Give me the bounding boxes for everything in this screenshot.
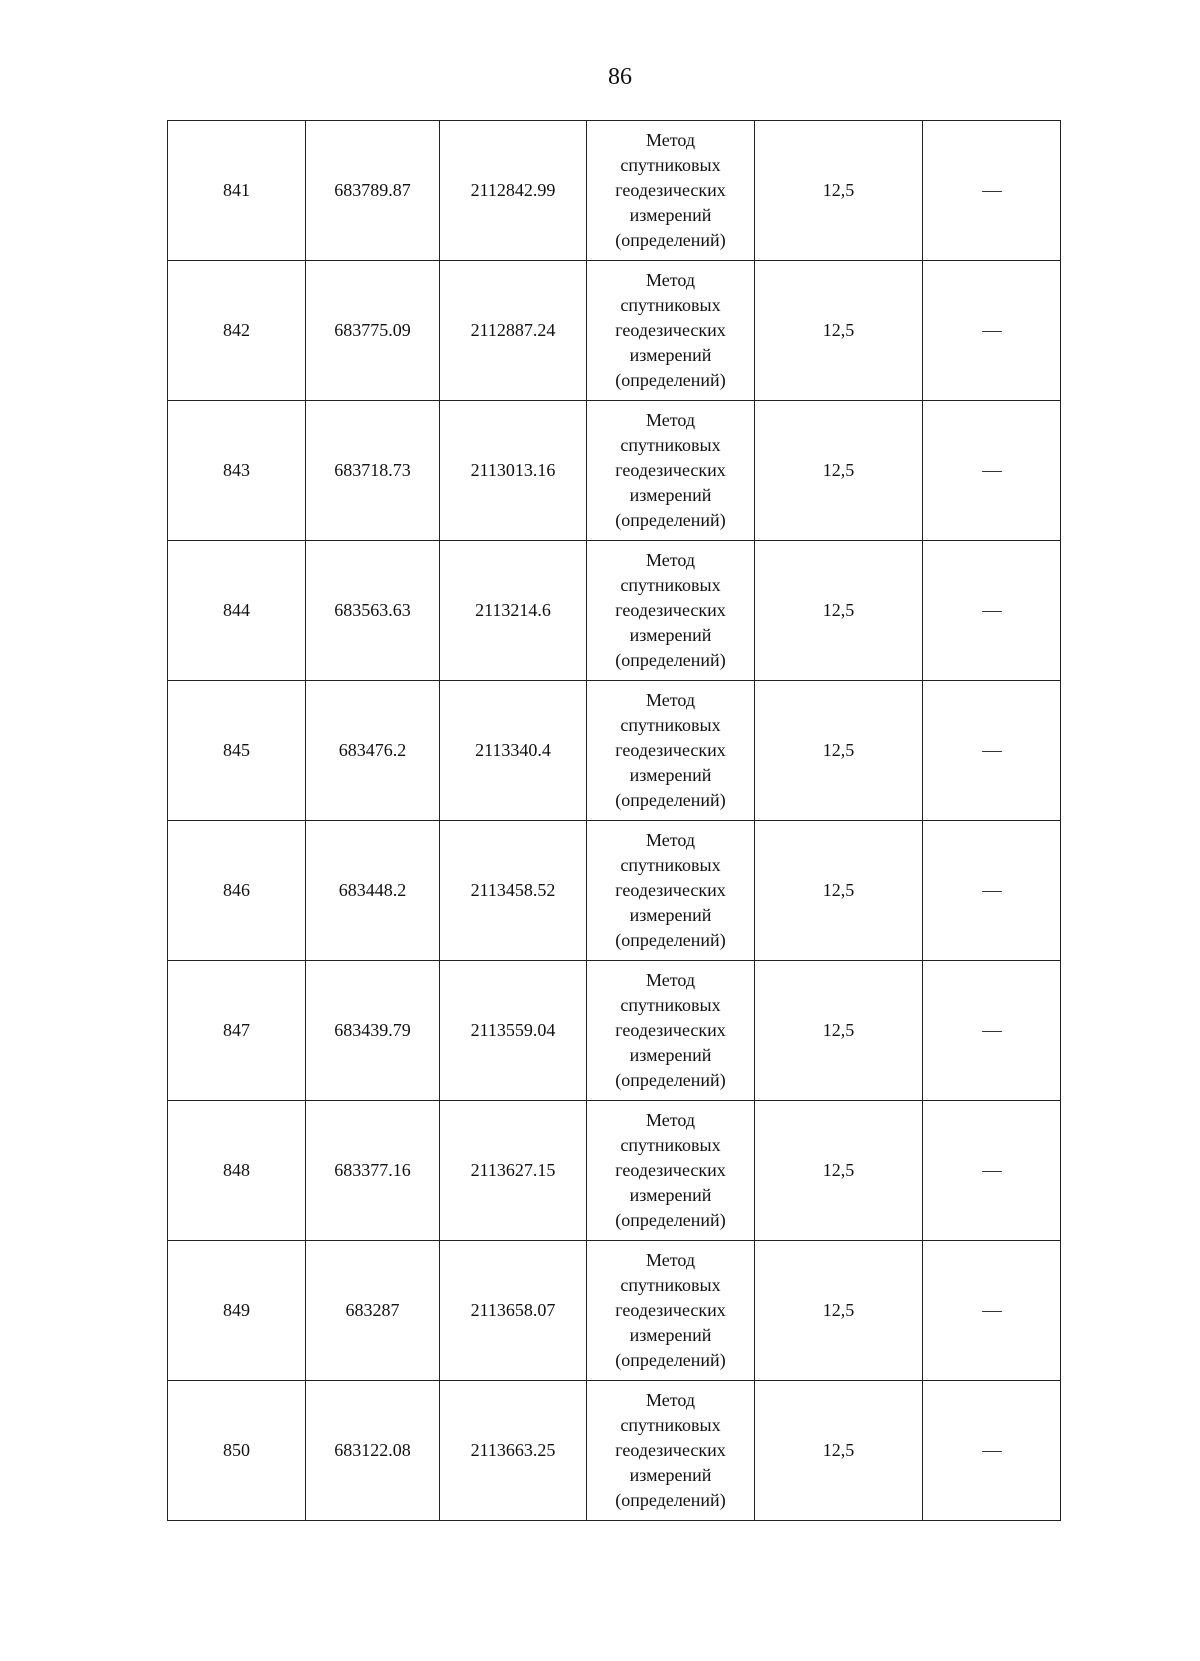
y-coordinate-cell: 2112887.24 bbox=[440, 261, 587, 401]
method-line: измерений bbox=[629, 1325, 712, 1345]
y-coordinate-cell: 2113627.15 bbox=[440, 1101, 587, 1241]
method-line: Метод bbox=[645, 1110, 696, 1130]
note-cell bbox=[923, 821, 1061, 961]
point-number-cell: 843 bbox=[168, 401, 306, 541]
method-line: (определений) bbox=[615, 790, 726, 810]
method-cell bbox=[587, 681, 755, 821]
method-line: (определений) bbox=[615, 650, 726, 670]
method-line: Метод bbox=[645, 1390, 696, 1410]
x-coordinate-cell: 683563.63 bbox=[306, 541, 440, 681]
method-line: геодезических bbox=[615, 1160, 726, 1180]
method-cell bbox=[587, 1101, 755, 1241]
note-cell bbox=[923, 401, 1061, 541]
x-coordinate-cell: 683439.79 bbox=[306, 961, 440, 1101]
method-line: спутниковых bbox=[620, 995, 721, 1015]
method-line: измерений bbox=[629, 1185, 712, 1205]
y-coordinate-cell: 2113013.16 bbox=[440, 401, 587, 541]
method-line: геодезических bbox=[615, 320, 726, 340]
method-line: геодезических bbox=[615, 1020, 726, 1040]
table-row bbox=[168, 961, 1061, 1101]
x-coordinate-cell: 683448.2 bbox=[306, 821, 440, 961]
note-cell bbox=[923, 1101, 1061, 1241]
point-number-cell: 846 bbox=[168, 821, 306, 961]
method-cell bbox=[587, 121, 755, 261]
method-line: спутниковых bbox=[620, 715, 721, 735]
method-line: (определений) bbox=[615, 230, 726, 250]
method-line: спутниковых bbox=[620, 1135, 721, 1155]
method-line: спутниковых bbox=[620, 1275, 721, 1295]
method-cell bbox=[587, 1381, 755, 1521]
table-row bbox=[168, 121, 1061, 261]
method-line: спутниковых bbox=[620, 435, 721, 455]
dash-mark bbox=[982, 331, 1002, 332]
note-cell bbox=[923, 261, 1061, 401]
x-coordinate-cell: 683122.08 bbox=[306, 1381, 440, 1521]
method-line: Метод bbox=[645, 830, 696, 850]
point-number-cell: 848 bbox=[168, 1101, 306, 1241]
table-body bbox=[168, 121, 1061, 1521]
point-number-cell: 849 bbox=[168, 1241, 306, 1381]
note-cell bbox=[923, 541, 1061, 681]
method-line: измерений bbox=[629, 205, 712, 225]
note-cell bbox=[923, 961, 1061, 1101]
note-cell bbox=[923, 681, 1061, 821]
x-coordinate-cell: 683476.2 bbox=[306, 681, 440, 821]
table-row bbox=[168, 1101, 1061, 1241]
method-line: (определений) bbox=[615, 510, 726, 530]
method-line: (определений) bbox=[615, 930, 726, 950]
table-row bbox=[168, 1241, 1061, 1381]
method-line: (определений) bbox=[615, 1210, 726, 1230]
y-coordinate-cell: 2113658.07 bbox=[440, 1241, 587, 1381]
method-line: Метод bbox=[645, 690, 696, 710]
method-line: геодезических bbox=[615, 180, 726, 200]
method-line: геодезических bbox=[615, 740, 726, 760]
table-row bbox=[168, 401, 1061, 541]
dash-mark bbox=[982, 1171, 1002, 1172]
method-line: Метод bbox=[645, 410, 696, 430]
page-number: 86 bbox=[608, 64, 632, 90]
method-line: измерений bbox=[629, 1045, 712, 1065]
method-line: геодезических bbox=[615, 460, 726, 480]
method-line: геодезических bbox=[615, 600, 726, 620]
accuracy-cell: 12,5 bbox=[755, 121, 923, 261]
accuracy-cell: 12,5 bbox=[755, 1101, 923, 1241]
point-number-cell: 841 bbox=[168, 121, 306, 261]
method-line: измерений bbox=[629, 765, 712, 785]
method-cell bbox=[587, 261, 755, 401]
x-coordinate-cell: 683377.16 bbox=[306, 1101, 440, 1241]
method-cell bbox=[587, 961, 755, 1101]
method-line: геодезических bbox=[615, 1300, 726, 1320]
method-line: спутниковых bbox=[620, 575, 721, 595]
table-row bbox=[168, 1381, 1061, 1521]
point-number-cell: 850 bbox=[168, 1381, 306, 1521]
method-line: измерений bbox=[629, 905, 712, 925]
method-line: измерений bbox=[629, 345, 712, 365]
accuracy-cell: 12,5 bbox=[755, 401, 923, 541]
note-cell bbox=[923, 121, 1061, 261]
y-coordinate-cell: 2112842.99 bbox=[440, 121, 587, 261]
y-coordinate-cell: 2113663.25 bbox=[440, 1381, 587, 1521]
accuracy-cell: 12,5 bbox=[755, 961, 923, 1101]
method-line: измерений bbox=[629, 625, 712, 645]
dash-mark bbox=[982, 471, 1002, 472]
method-cell bbox=[587, 541, 755, 681]
table-row bbox=[168, 681, 1061, 821]
method-line: (определений) bbox=[615, 1350, 726, 1370]
method-line: (определений) bbox=[615, 1070, 726, 1090]
x-coordinate-cell: 683789.87 bbox=[306, 121, 440, 261]
y-coordinate-cell: 2113458.52 bbox=[440, 821, 587, 961]
method-line: Метод bbox=[645, 130, 696, 150]
dash-mark bbox=[982, 891, 1002, 892]
accuracy-cell: 12,5 bbox=[755, 261, 923, 401]
dash-mark bbox=[982, 191, 1002, 192]
table-row bbox=[168, 261, 1061, 401]
dash-mark bbox=[982, 1031, 1002, 1032]
note-cell bbox=[923, 1241, 1061, 1381]
accuracy-cell: 12,5 bbox=[755, 681, 923, 821]
point-number-cell: 844 bbox=[168, 541, 306, 681]
y-coordinate-cell: 2113214.6 bbox=[440, 541, 587, 681]
coordinates-table bbox=[167, 120, 1061, 1521]
method-line: измерений bbox=[629, 485, 712, 505]
point-number-cell: 845 bbox=[168, 681, 306, 821]
method-line: Метод bbox=[645, 550, 696, 570]
dash-mark bbox=[982, 611, 1002, 612]
method-line: (определений) bbox=[615, 1490, 726, 1510]
accuracy-cell: 12,5 bbox=[755, 541, 923, 681]
method-line: Метод bbox=[645, 970, 696, 990]
y-coordinate-cell: 2113559.04 bbox=[440, 961, 587, 1101]
table-row bbox=[168, 821, 1061, 961]
method-cell bbox=[587, 1241, 755, 1381]
dash-mark bbox=[982, 751, 1002, 752]
method-line: геодезических bbox=[615, 1440, 726, 1460]
accuracy-cell: 12,5 bbox=[755, 1241, 923, 1381]
method-line: (определений) bbox=[615, 370, 726, 390]
method-line: измерений bbox=[629, 1465, 712, 1485]
method-line: Метод bbox=[645, 1250, 696, 1270]
note-cell bbox=[923, 1381, 1061, 1521]
method-line: спутниковых bbox=[620, 1415, 721, 1435]
x-coordinate-cell: 683718.73 bbox=[306, 401, 440, 541]
x-coordinate-cell: 683775.09 bbox=[306, 261, 440, 401]
accuracy-cell: 12,5 bbox=[755, 1381, 923, 1521]
x-coordinate-cell: 683287 bbox=[306, 1241, 440, 1381]
point-number-cell: 842 bbox=[168, 261, 306, 401]
dash-mark bbox=[982, 1311, 1002, 1312]
method-line: спутниковых bbox=[620, 295, 721, 315]
accuracy-cell: 12,5 bbox=[755, 821, 923, 961]
dash-mark bbox=[982, 1451, 1002, 1452]
y-coordinate-cell: 2113340.4 bbox=[440, 681, 587, 821]
table-row bbox=[168, 541, 1061, 681]
method-line: спутниковых bbox=[620, 155, 721, 175]
method-cell bbox=[587, 401, 755, 541]
point-number-cell: 847 bbox=[168, 961, 306, 1101]
method-line: геодезических bbox=[615, 880, 726, 900]
method-cell bbox=[587, 821, 755, 961]
method-line: Метод bbox=[645, 270, 696, 290]
method-line: спутниковых bbox=[620, 855, 721, 875]
